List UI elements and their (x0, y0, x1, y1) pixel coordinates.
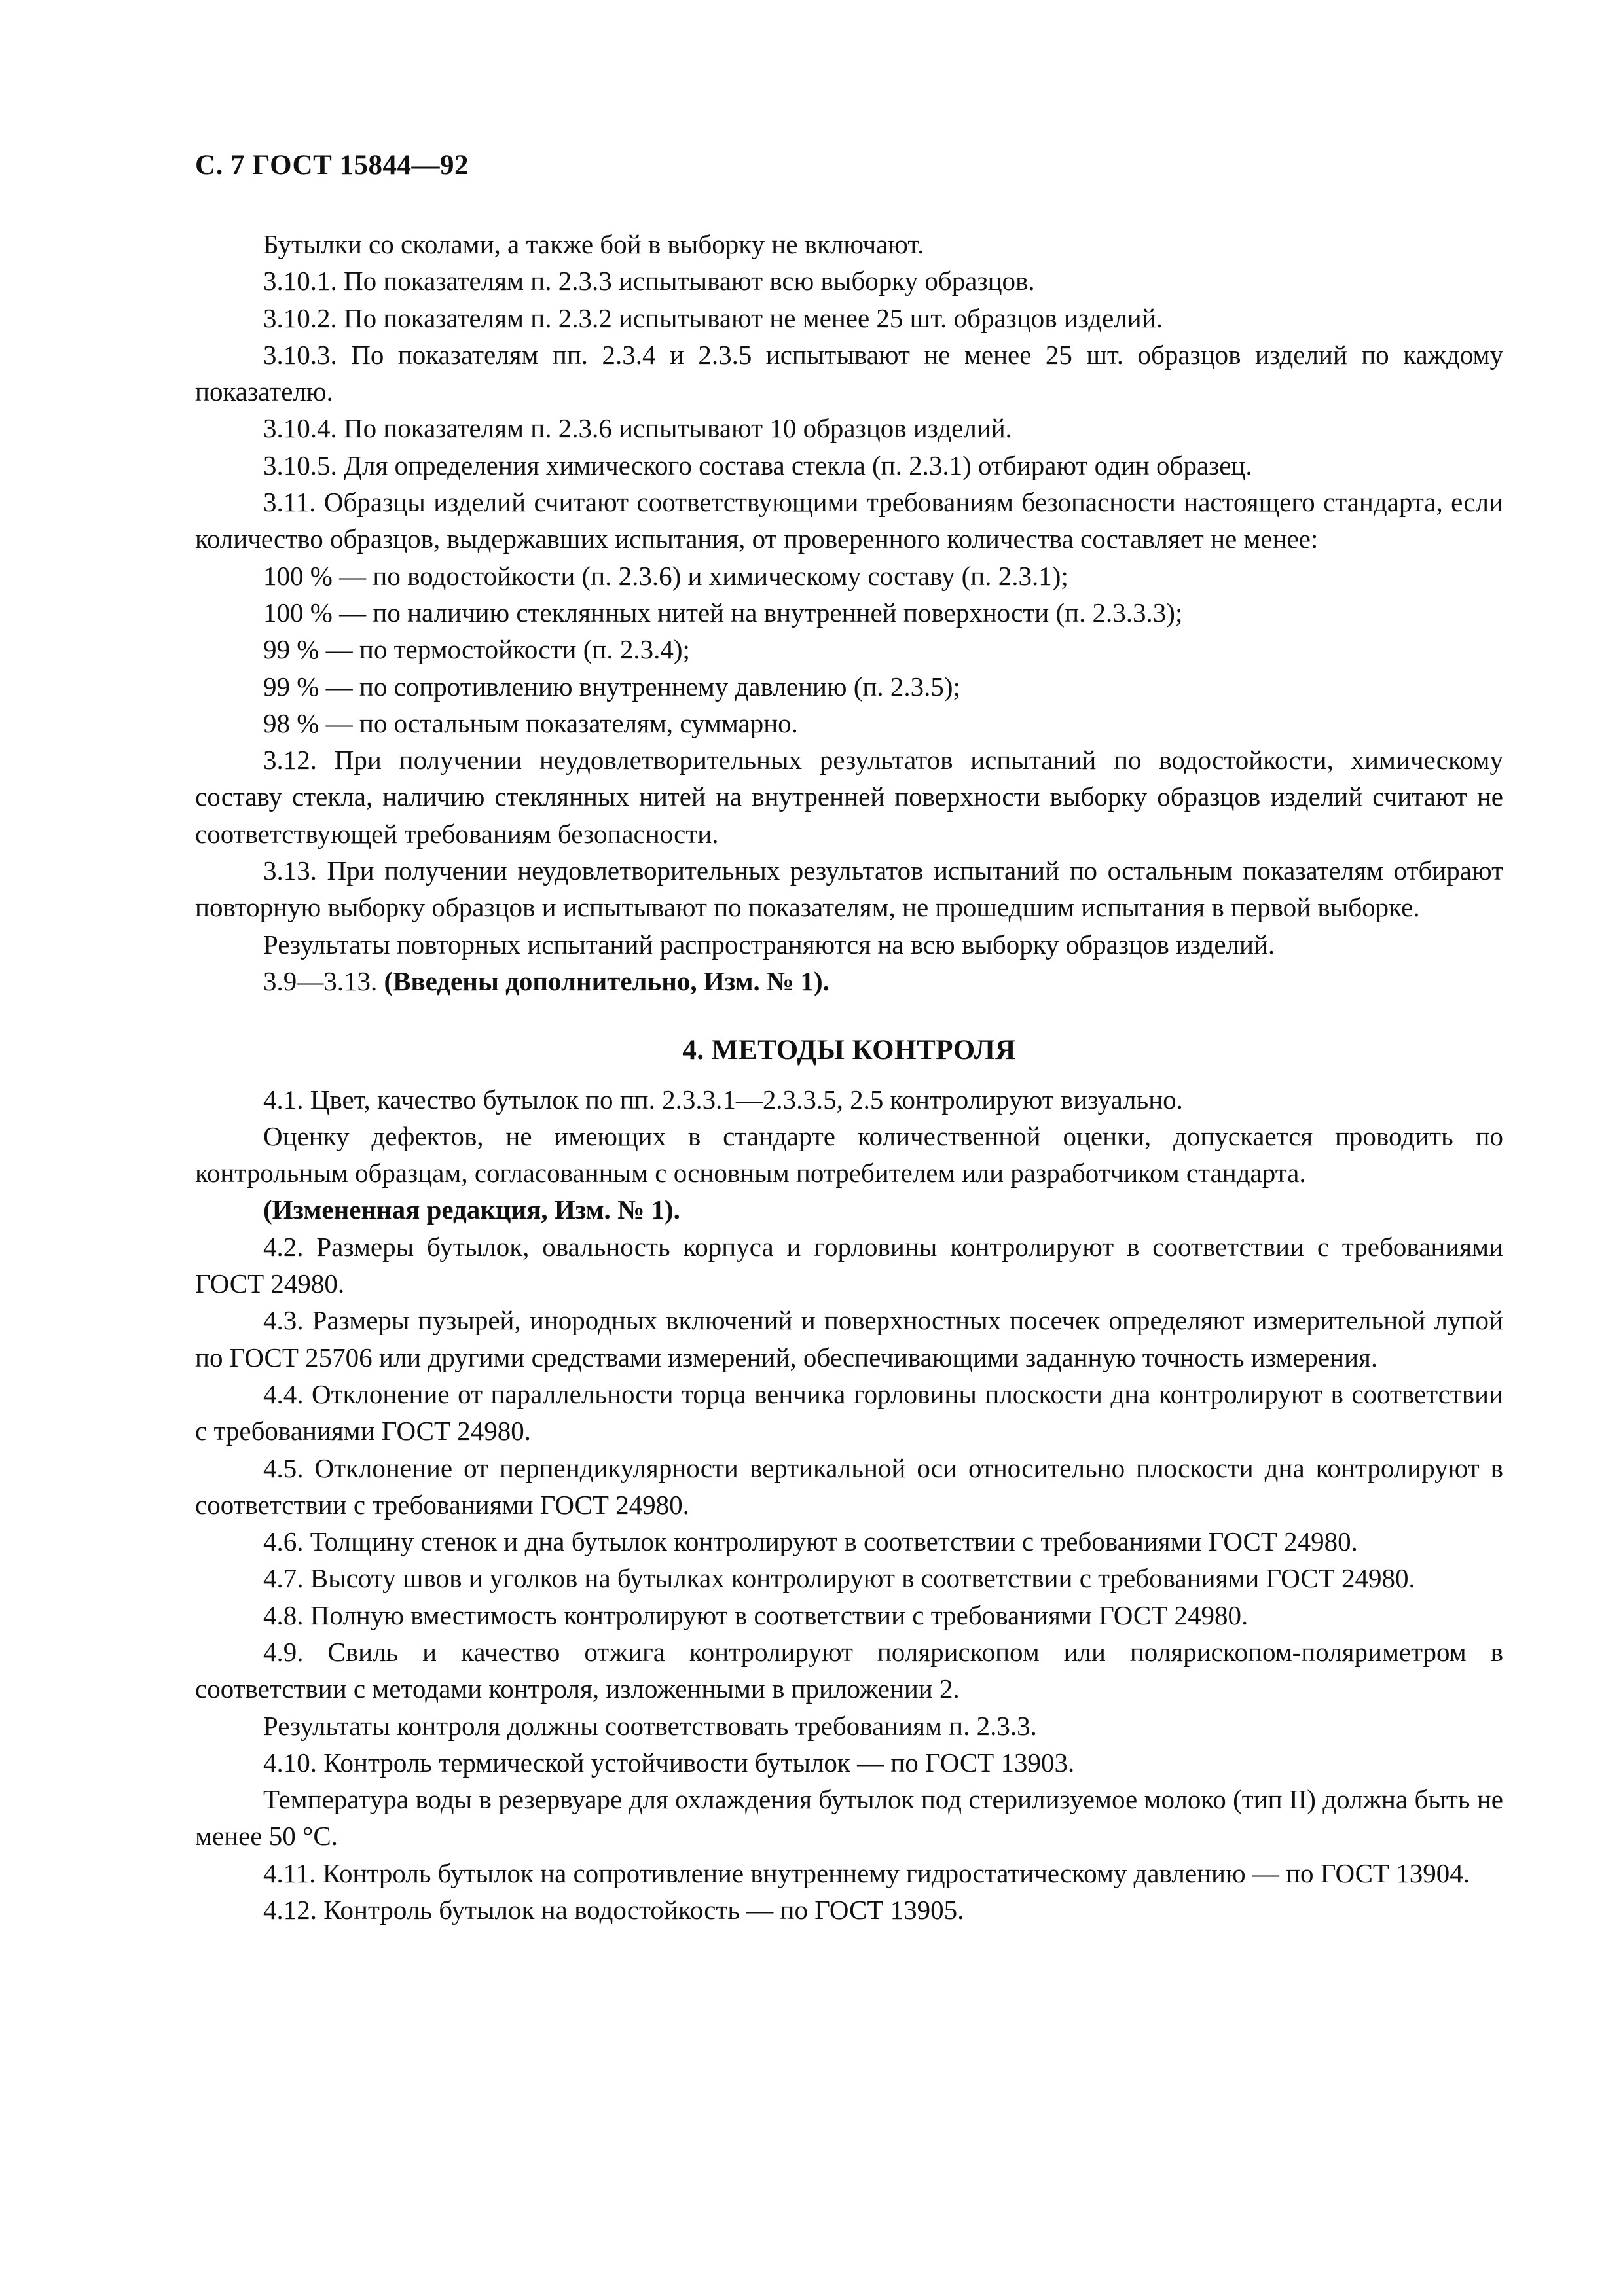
clause-4-8: 4.8. Полную вместимость контролируют в соответствии с требованиями ГОСТ 24980. (263, 1600, 1249, 1630)
amendment-text: (Введены дополнительно, Изм. № 1). (384, 965, 830, 996)
clause-4-1: 4.1. Цвет, качество бутылок по пп. 2.3.3.1—2.3.3.5, 2.5 контролируют визуально. (263, 1084, 1183, 1115)
clause-3-10-5: 3.10.5. Для определения химического состава стекла (п. 2.3.1) отбирают один образец. (263, 450, 1252, 480)
percent-item: 99 % — по сопротивлению внутреннему давлению (п. 2.3.5); (263, 671, 960, 702)
percent-item: 100 % — по наличию стеклянных нитей на внутренней поверхности (п. 2.3.3.3); (263, 597, 1183, 628)
percent-item: 98 % — по остальным показателям, суммарно. (263, 708, 798, 738)
clause-4-7: 4.7. Высоту швов и уголков на бутылках контролируют в соответствии с требованиями ГОСТ 24980. (263, 1563, 1415, 1594)
paragraph: Результаты контроля должны соответствовать требованиям п. 2.3.3. (263, 1710, 1037, 1741)
paragraph: Оценку дефектов, не имеющих в стандарте количественной оценки, допускается проводить по контрольным образцам, согласованным с основным потребителем или разработчиком стандарта. (195, 1121, 1503, 1189)
clause-4-5: 4.5. Отклонение от перпендикулярности вертикальной оси относительно плоскости дна контролируют в соответствии с требованиями ГОСТ 24980. (195, 1452, 1503, 1520)
section-heading: 4. МЕТОДЫ КОНТРОЛЯ (682, 1035, 1016, 1066)
clause-4-12: 4.12. Контроль бутылок на водостойкость — по ГОСТ 13905. (263, 1895, 964, 1926)
paragraph: Температура воды в резервуаре для охлаждения бутылок под стерилизуемое молоко (тип II) должна быть не менее 50 °С. (195, 1784, 1503, 1852)
clause-4-4: 4.4. Отклонение от параллельности торца венчика горловины плоскости дна контролируют в соответствии с требованиями ГОСТ 24980. (195, 1378, 1503, 1446)
clause-3-12: 3.12. При получении неудовлетворительных результатов испытаний по водостойкости, химическому составу стекла, наличию стеклянных нитей на внутренней поверхности выборку образцов изделий считают не соответствующей требованиям безопасности. (195, 745, 1503, 849)
document-body (195, 226, 1503, 1928)
clause-3-10-3: 3.10.3. По показателям пп. 2.3.4 и 2.3.5 испытывают не менее 25 шт. образцов изделий по каждому показателю. (195, 339, 1503, 407)
clause-3-11: 3.11. Образцы изделий считают соответствующими требованиям безопасности настоящего стандарта, если количество образцов, выдержавших испытания, от проверенного количества составляет не менее: (195, 487, 1503, 554)
clause-4-3: 4.3. Размеры пузырей, инородных включений и поверхностных посечек определяют измерительной лупой по ГОСТ 25706 или другими средствами измерений, обеспечивающими заданную точность измерения. (195, 1305, 1503, 1372)
amendment-range: 3.9—3.13. (263, 965, 384, 996)
clause-3-10-4: 3.10.4. По показателям п. 2.3.6 испытывают 10 образцов изделий. (263, 413, 1012, 444)
clause-4-6: 4.6. Толщину стенок и дна бутылок контролируют в соответствии с требованиями ГОСТ 24980. (263, 1526, 1358, 1557)
amendment-note: (Измененная редакция, Изм. № 1). (263, 1194, 680, 1225)
paragraph: Бутылки со сколами, а также бой в выборку не включают. (263, 229, 924, 259)
clause-4-11: 4.11. Контроль бутылок на сопротивление внутреннему гидростатическому давлению — по ГОСТ 13904. (263, 1857, 1470, 1888)
percent-item: 100 % — по водостойкости (п. 2.3.6) и химическому составу (п. 2.3.1); (263, 560, 1068, 591)
clause-4-10: 4.10. Контроль термической устойчивости бутылок — по ГОСТ 13903. (263, 1747, 1075, 1778)
clause-4-9: 4.9. Свиль и качество отжига контролируют полярископом или полярископом-поляриметром в соответствии с методами контроля, изложенными в приложении 2. (195, 1636, 1503, 1704)
clause-3-13: 3.13. При получении неудовлетворительных результатов испытаний по остальным показателям отбирают повторную выборку образцов и испытывают по показателям, не прошедшим испытания в первой выборке. (195, 855, 1503, 923)
amendment-note (195, 963, 1503, 999)
clause-4-2: 4.2. Размеры бутылок, овальность корпуса и горловины контролируют в соответствии с требованиями ГОСТ 24980. (195, 1231, 1503, 1299)
page-header: С. 7 ГОСТ 15844—92 (195, 150, 469, 181)
clause-3-10-2: 3.10.2. По показателям п. 2.3.2 испытывают не менее 25 шт. образцов изделий. (263, 302, 1163, 333)
percent-item: 99 % — по термостойкости (п. 2.3.4); (263, 634, 690, 665)
clause-3-10-1: 3.10.1. По показателям п. 2.3.3 испытывают всю выборку образцов. (263, 266, 1035, 296)
paragraph: Результаты повторных испытаний распространяются на всю выборку образцов изделий. (263, 929, 1275, 960)
